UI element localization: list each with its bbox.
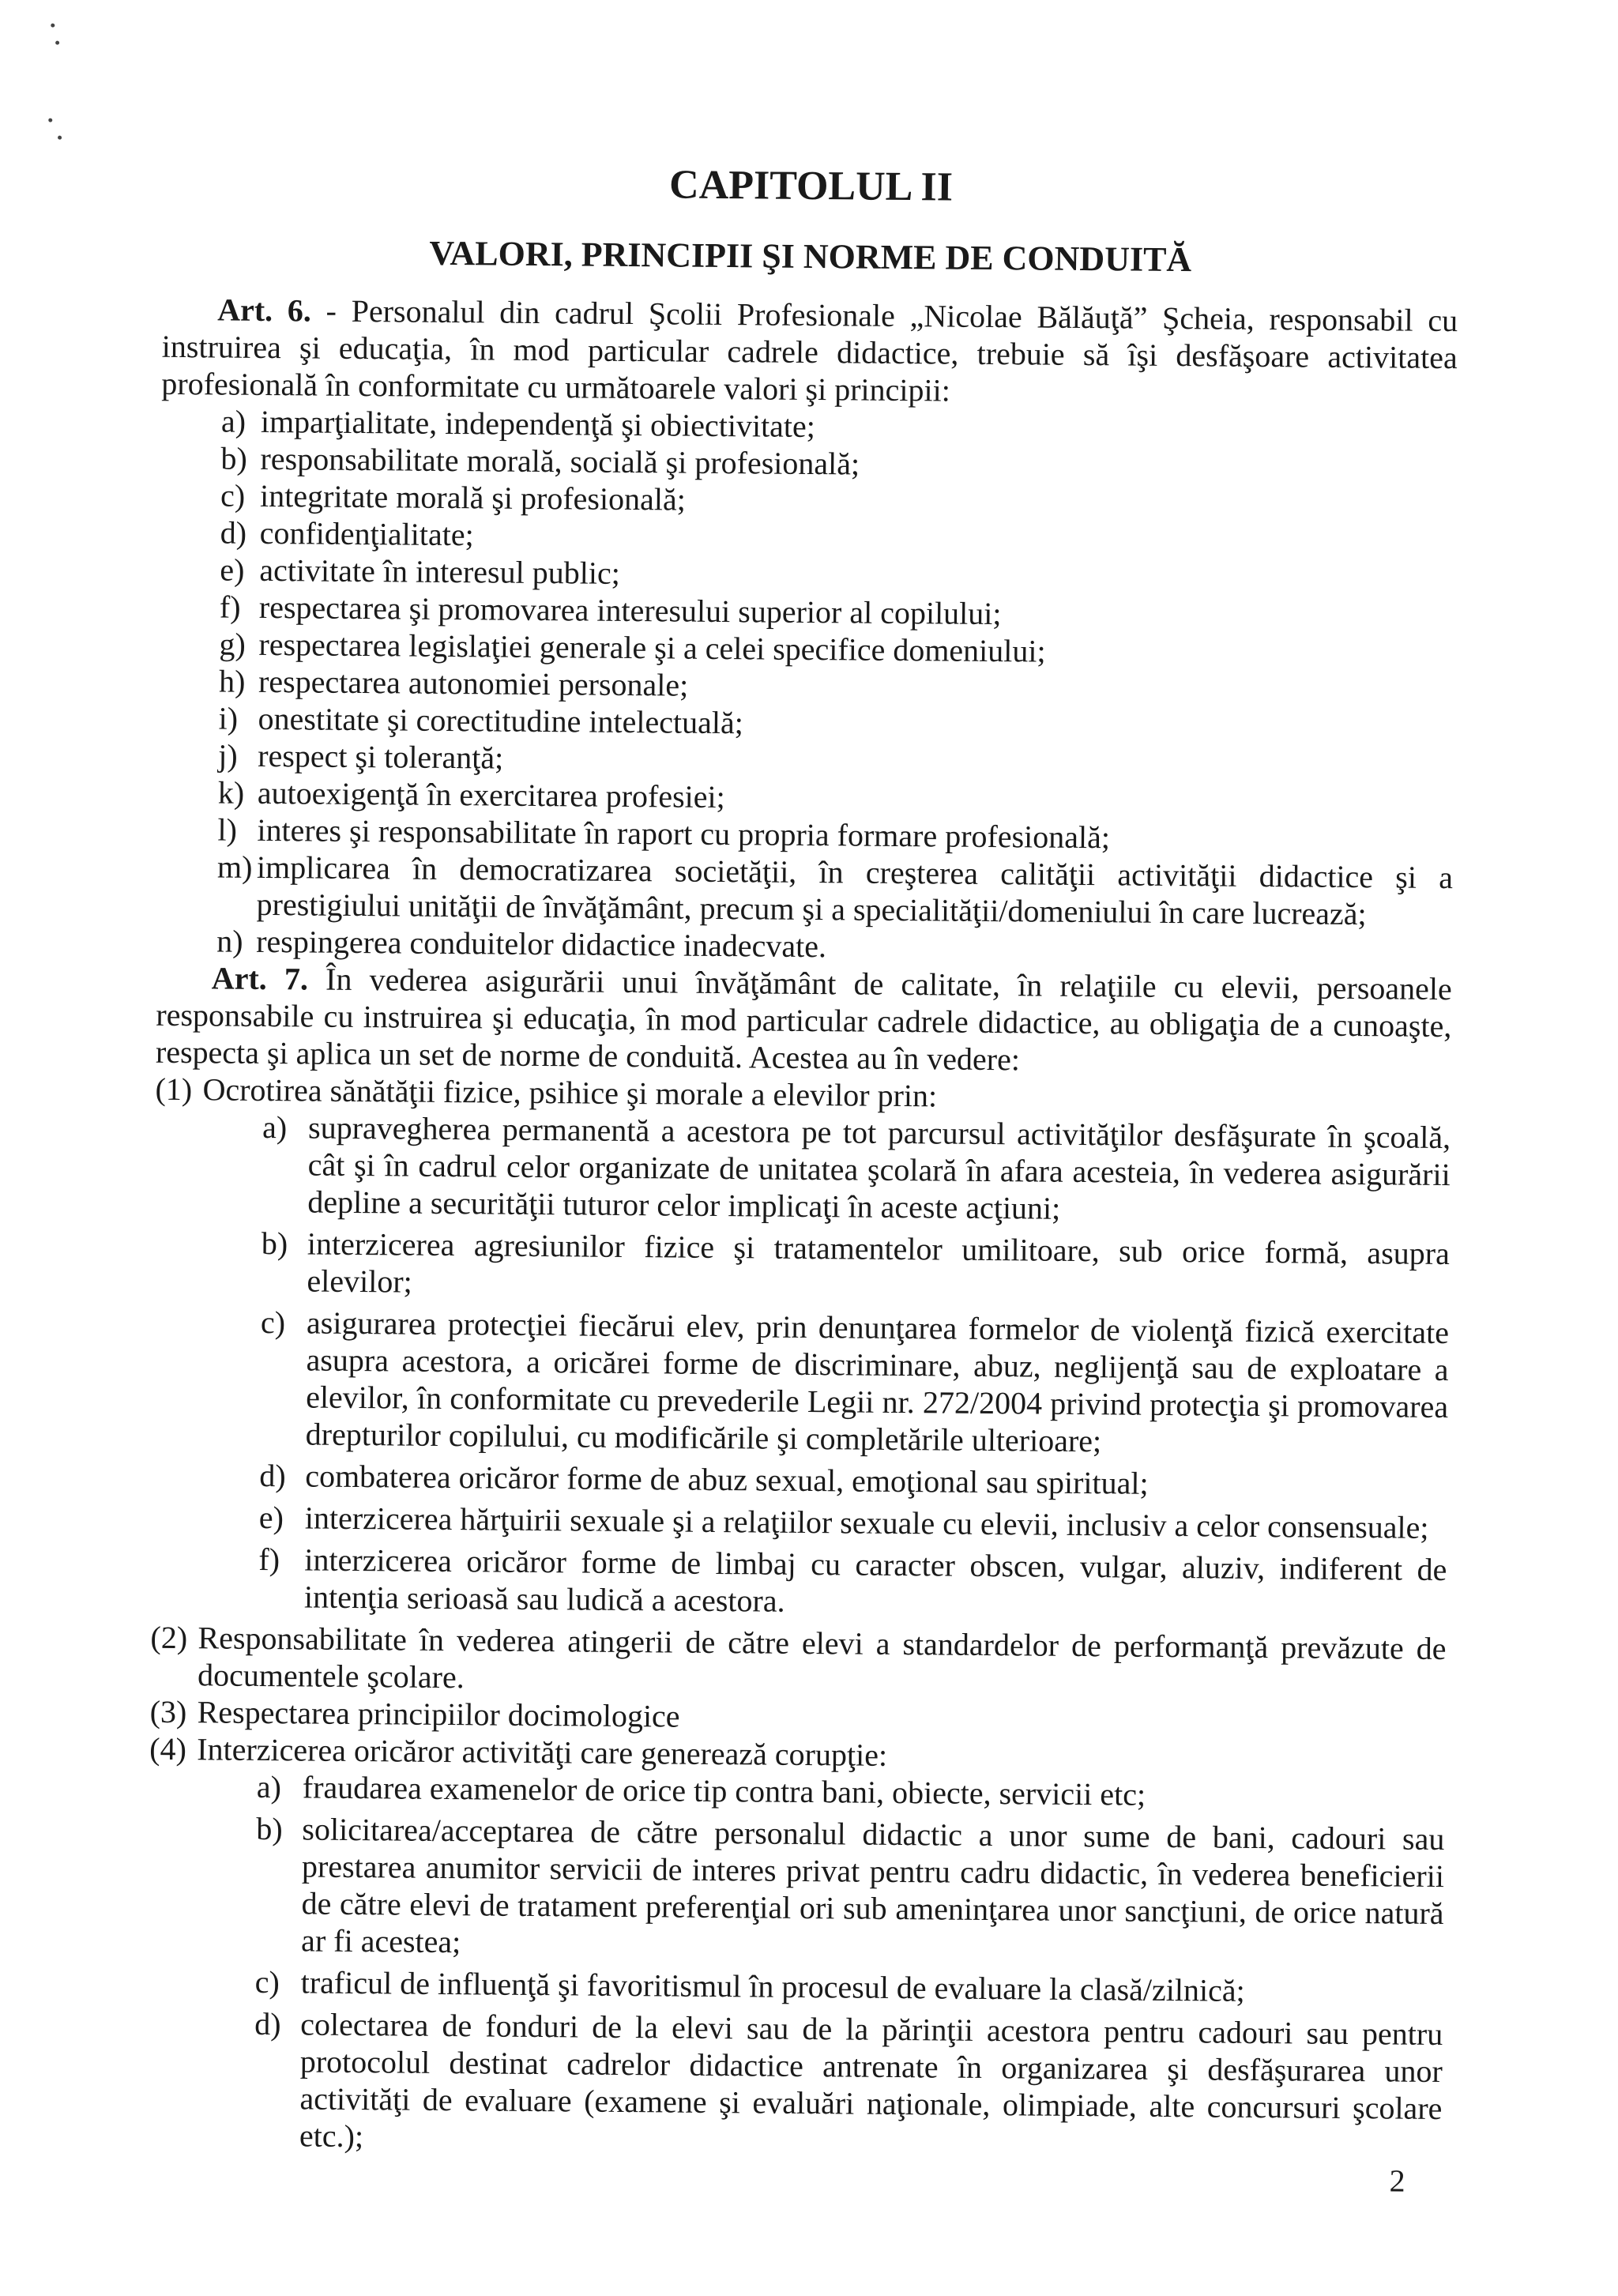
list-item-label: j) (218, 737, 238, 773)
numbered-section-text: Interzicerea oricăror activităţi care generează corupţie: (197, 1731, 888, 1773)
list-item-text: autoexigenţă în exercitarea profesiei; (257, 774, 725, 815)
list-item-label: e) (220, 551, 245, 588)
list-item-text: respect şi toleranţă; (258, 737, 504, 776)
list-item-label: b) (261, 1225, 288, 1262)
article-7-label: Art. 7. (211, 960, 309, 997)
section-title: VALORI, PRINCIPII ŞI NORME DE CONDUITĂ (429, 233, 1192, 280)
list-item (152, 1456, 1447, 1504)
list-item (153, 1224, 1450, 1309)
list-item-text: imparţialitate, independenţă şi obiectivitate; (260, 403, 816, 445)
list-item-text: responsabilitate morală, socială şi profesională; (260, 440, 860, 482)
list-item (146, 2004, 1443, 2164)
list-item-label: n) (216, 923, 243, 959)
list-item-text: supravegherea permanentă a acestora pe tot parcursul activităţilor desfăşurate în şcoală, cât şi în cadrul celor organizate de unitatea şcolară în afara acesteia, în vederea asigurării depline a securităţii tuturor celor implicaţi în aceste acţiuni; (307, 1109, 1451, 1226)
list-item-text: respingerea conduitelor didactice inadecvate. (256, 923, 827, 965)
list-item-label: b) (256, 1810, 283, 1847)
speck (51, 24, 55, 28)
article-6-list (156, 402, 1457, 970)
list-item (148, 1963, 1443, 2011)
list-item (154, 1108, 1451, 1230)
list-item-label: b) (220, 440, 248, 476)
list-item-text: respectarea şi promovarea interesului superior al copilului; (258, 589, 1002, 632)
list-item-text: integritate morală şi profesională; (259, 477, 687, 518)
list-item-text: activitate în interesul public; (259, 551, 621, 591)
list-item-text: interzicerea oricăror forme de limbaj cu caracter obscen, vulgar, aluziv, indiferent de intenţia serioasă sau ludică a acestora. (303, 1541, 1447, 1619)
list-item-text: colectarea de fonduri de la elevi sau de la părinţii acestora pentru cadouri sau pentru protocolul destinat cadrelor didactice antrenate în organizarea şi desfăşurarea unor activităţi de evaluare (examene şi evaluări naţionale, olimpiade, alte concursuri şcolare etc.); (299, 2006, 1443, 2155)
list-item-text: traficul de influenţă şi favoritismul în procesul de evaluare la clasă/zilnică; (300, 1964, 1245, 2008)
article-6 (161, 291, 1458, 413)
list-item (152, 1498, 1447, 1546)
list-item (151, 1540, 1447, 1625)
list-item-label: c) (260, 1304, 286, 1341)
list-item-text: implicarea în democratizarea societăţii, în creşterea calităţii activităţii didactice şi a prestigiului unităţii de învăţământ, precum şi a specialităţii/domeniului în care lucrează; (256, 849, 1454, 932)
list-item-text: combaterea oricăror forme de abuz sexual, emoţional sau spiritual; (305, 1458, 1149, 1501)
list-item-label: a) (262, 1108, 288, 1146)
list-item-label: l) (217, 811, 238, 848)
list-item-text: interzicerea hărţuirii sexuale şi a relaţiilor sexuale cu elevii, inclusiv a celor consensuale; (304, 1500, 1429, 1545)
numbered-section-text: Respectarea principiilor docimologice (197, 1694, 680, 1734)
scan-specks (47, 17, 95, 152)
list-item-text: confidenţialitate; (259, 514, 474, 553)
list-item-label: f) (219, 589, 241, 625)
speck (58, 136, 62, 140)
list-item-label: d) (254, 2005, 281, 2042)
list-item-text: interes şi responsabilitate în raport cu propria formare profesională; (257, 811, 1111, 856)
list-item-text: solicitarea/acceptarea de către personalul didactic a unor sume de bani, cadouri sau prestarea anumitor servicii de interes privat pentru cadru didactic, în vederea beneficierii de către elevi de tratament preferenţial ori sub ameninţarea unor sancţiuni, de orice natură ar fi acestea; (300, 1811, 1445, 1960)
numbered-section-label: (2) (150, 1619, 188, 1656)
list-item-label: c) (220, 477, 246, 514)
list-item-label: g) (219, 626, 246, 662)
list-item-label: e) (258, 1499, 284, 1536)
chapter-title: CAPITOLUL II (668, 162, 954, 210)
list-item-text: onestitate şi corectitudine intelectuală; (258, 700, 744, 741)
list-item (152, 1303, 1450, 1462)
numbered-section-label: (4) (149, 1730, 187, 1767)
article-7-sections (146, 1071, 1451, 2164)
list-item-label: k) (217, 774, 245, 811)
list-item (156, 848, 1453, 933)
speck (48, 119, 52, 122)
list-item-label: f) (258, 1541, 280, 1578)
list-item-label: m) (216, 849, 253, 885)
document-body (146, 156, 1459, 2169)
numbered-section-text: Responsabilitate în vederea atingerii de către elevi a standardelor de performanţă prevăzute de documentele şcolare. (197, 1620, 1447, 1696)
numbered-section-text: Ocrotirea sănătăţii fizice, psihice şi morale a elevilor prin: (202, 1071, 938, 1114)
speck (55, 41, 59, 45)
list-item-label: a) (256, 1768, 282, 1805)
list-item-label: c) (254, 1963, 280, 2001)
list-item-text: interzicerea agresiunilor fizice şi tratamentelor umilitoare, sub orice formă, asupra elevilor; (307, 1225, 1451, 1300)
article-7-text: În vederea asigurării unui învăţământ de calitate, în relaţiile cu elevii, persoanele responsabile cu instruirea şi educaţia, în mod particular cadrele didactice, au obligaţia de a cunoaşte, respecta şi aplica un set de norme de conduită. Acestea au în vedere: (155, 961, 1452, 1078)
article-6-text: - Personalul din cadrul Şcolii Profesionale „Nicolae Bălăuţă” Şcheia, responsabil cu instruirea şi educaţia, în mod particular cadrele didactice, trebuie să îşi desfăşoare activitatea profesională în conformitate cu următoarele valori şi principii: (161, 292, 1458, 408)
list-item-text: respectarea autonomiei personale; (258, 663, 689, 703)
list-item-text: fraudarea examenelor de orice tip contra bani, obiecte, servicii etc; (302, 1769, 1146, 1812)
list-item-label: d) (220, 514, 247, 551)
numbered-section-label: (1) (155, 1071, 193, 1108)
list-item (148, 1809, 1445, 1969)
list-item-text: respectarea legislaţiei generale şi a celei specifice domeniului; (258, 626, 1046, 669)
list-item-label: a) (220, 403, 246, 439)
list-item-label: h) (218, 663, 246, 699)
list-item-text: asigurarea protecţiei fiecărui elev, prin denunţarea formelor de violenţă fizică exercitate asupra acestora, a oricărei forme de discriminare, abuz, neglijenţă sau de exploatare a elevilor, în conformitate cu prevederile Legii nr. 272/2004 privind protecţia şi promovarea drepturilor copilului, cu modificările şi completările ulterioare; (305, 1304, 1450, 1459)
article-7 (156, 959, 1452, 1082)
list-item-label: i) (218, 700, 239, 736)
article-6-label: Art. 6. (216, 292, 312, 329)
list-item-label: d) (259, 1457, 286, 1494)
page-number: 2 (1389, 2162, 1405, 2199)
numbered-section-label: (3) (149, 1693, 187, 1730)
numbered-section (150, 1619, 1447, 1704)
